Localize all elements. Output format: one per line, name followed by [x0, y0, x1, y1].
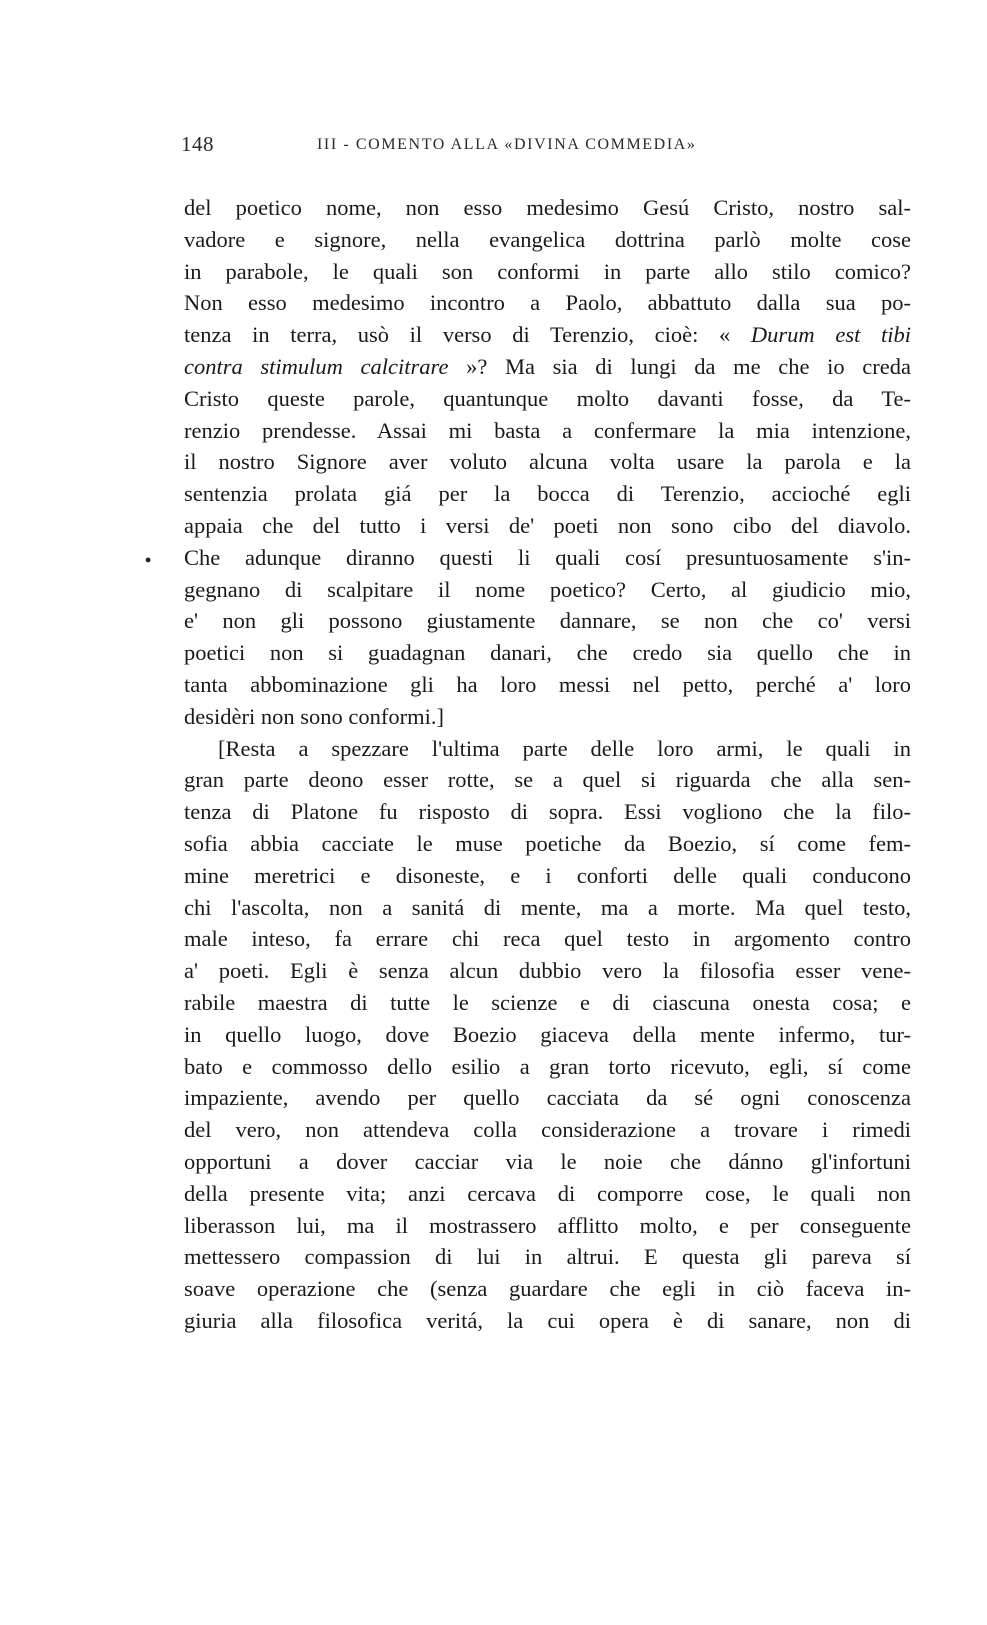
text-line: soave operazione che (senza guardare che egli in ciò faceva in-: [184, 1276, 911, 1302]
text-line: vadore e signore, nella evangelica dottrina parlò molte cose: [184, 226, 911, 252]
text-line: Cristo queste parole, quantunque molto davanti fosse, da Te-: [184, 385, 911, 411]
text-line: e' non gli possono giustamente dannare, se non che co' versi: [184, 608, 911, 634]
body-text: [184, 192, 911, 1337]
text-line: [Resta a spezzare l'ultima parte delle loro armi, le quali in: [218, 735, 911, 761]
running-title: III - COMENTO ALLA «DIVINA COMMEDIA»: [317, 136, 697, 153]
margin-mark: •: [145, 550, 152, 570]
text-line: [184, 319, 911, 351]
running-head: [181, 132, 911, 162]
text-line: opportuni a dover cacciar via le noie che dánno gl'infortuni: [184, 1148, 911, 1174]
page-number: 148: [181, 132, 214, 156]
text-line: sentenzia prolata giá per la bocca di Terenzio, accioché egli: [184, 481, 911, 507]
text-line: tenza di Platone fu risposto di sopra. Essi vogliono che la filo-: [184, 799, 911, 825]
text-line: appaia che del tutto i versi de' poeti non sono cibo del diavolo.: [184, 512, 911, 538]
text-line: tanta abbominazione gli ha loro messi nel petto, perché a' loro: [184, 671, 911, 697]
text-line: sofia abbia cacciate le muse poetiche da Boezio, sí come fem-: [184, 830, 911, 856]
text-line: desidèri non sono conformi.]: [184, 703, 444, 729]
text-line: del vero, non attendeva colla considerazione a trovare i rimedi: [184, 1117, 911, 1143]
text-line: rabile maestra di tutte le scienze e di ciascuna onesta cosa; e: [184, 989, 911, 1015]
text-line: renzio prendesse. Assai mi basta a confermare la mia intenzione,: [184, 417, 911, 443]
text-line: in quello luogo, dove Boezio giaceva della mente infermo, tur-: [184, 1021, 911, 1047]
text-line: gegnano di scalpitare il nome poetico? Certo, al giudicio mio,: [184, 576, 911, 602]
text-line: Non esso medesimo incontro a Paolo, abbattuto dalla sua po-: [184, 290, 911, 316]
latin-quote: contra stimulum calcitrare: [184, 353, 449, 379]
text-line: chi l'ascolta, non a sanitá di mente, ma a morte. Ma quel testo,: [184, 894, 911, 920]
text-line: mettessero compassion di lui in altrui. E questa gli pareva sí: [184, 1244, 911, 1270]
latin-quote: Durum est tibi: [750, 322, 911, 348]
text-line: mine meretrici e disoneste, e i conforti delle quali conducono: [184, 862, 911, 888]
text-line: male inteso, fa errare chi reca quel testo in argomento contro: [184, 926, 911, 952]
text-run: »? Ma sia di lungi da me che io creda: [466, 353, 911, 379]
text-run: tenza in terra, usò il verso di Terenzio, cioè: «: [184, 322, 731, 348]
text-line: il nostro Signore aver voluto alcuna volta usare la parola e la: [184, 449, 911, 475]
text-line: del poetico nome, non esso medesimo Gesú Cristo, nostro sal-: [184, 195, 911, 220]
text-line: gran parte deono esser rotte, se a quel si riguarda che alla sen-: [184, 767, 911, 793]
text-line: bato e commosso dello esilio a gran torto ricevuto, egli, sí come: [184, 1053, 911, 1079]
text-line: Che adunque diranno questi li quali cosí presuntuosamente s'in-: [184, 544, 911, 570]
text-line: a' poeti. Egli è senza alcun dubbio vero la filosofia esser vene-: [184, 958, 911, 984]
text-line: poetici non si guadagnan danari, che credo sia quello che in: [184, 640, 911, 666]
text-line: liberasson lui, ma il mostrassero afflitto molto, e per conseguente: [184, 1212, 911, 1238]
text-line: impaziente, avendo per quello cacciata da sé ogni conoscenza: [184, 1085, 911, 1111]
text-line: in parabole, le quali son conformi in parte allo stilo comico?: [184, 258, 911, 284]
text-line: della presente vita; anzi cercava di comporre cose, le quali non: [184, 1180, 911, 1206]
paragraph-1: [184, 192, 911, 733]
text-line: giuria alla filosofica veritá, la cui opera è di sanare, non di: [184, 1307, 911, 1333]
text-line: [184, 351, 911, 383]
paragraph-2: [184, 733, 911, 1337]
